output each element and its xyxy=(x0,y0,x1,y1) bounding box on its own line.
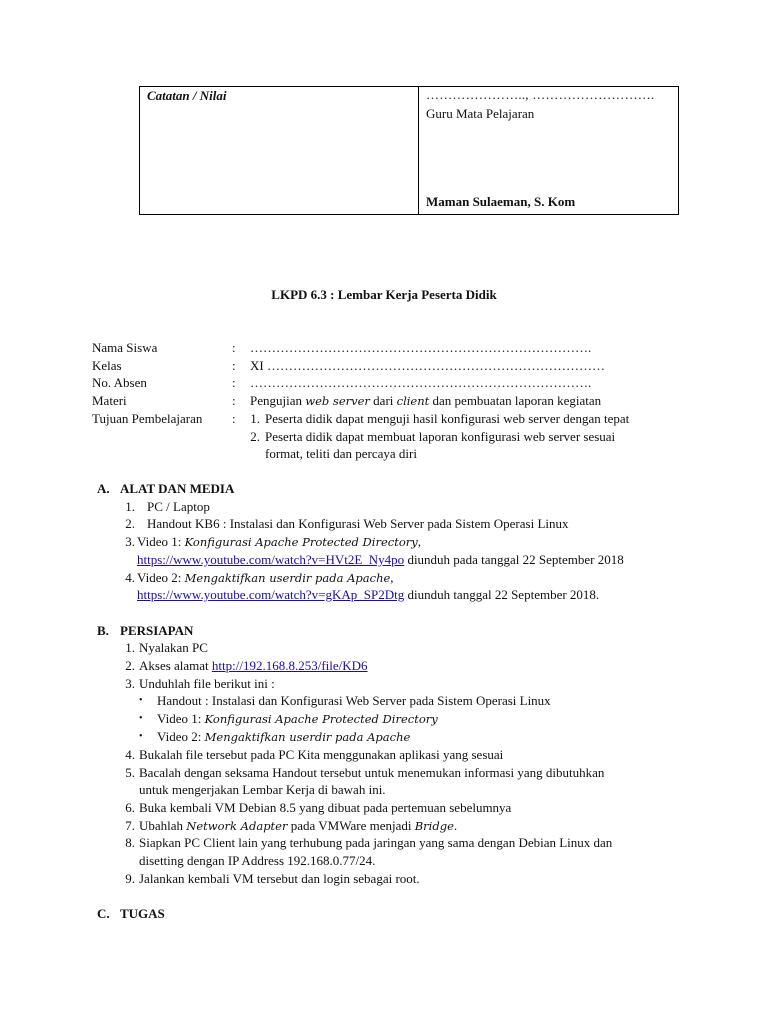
list-item: Ubahlah Network Adapter pada VMWare menjadi Bridge. xyxy=(139,818,458,833)
field-value-kelas: XI …………………………………………………………………… xyxy=(250,358,605,373)
field-colon: : xyxy=(232,358,236,373)
list-item: Bukalah file tersebut pada PC Kita menggunakan aplikasi yang sesuai xyxy=(139,747,504,762)
field-colon: : xyxy=(232,393,236,408)
bullet-item: Video 2: Mengaktifkan userdir pada Apache xyxy=(157,729,411,744)
document-title: LKPD 6.3 : Lembar Kerja Peserta Didik xyxy=(271,287,497,302)
list-item-continuation: untuk mengerjakan Lembar Kerja di bawah ini. xyxy=(139,782,386,797)
list-item: Video 2: Mengaktifkan userdir pada Apache, xyxy=(137,570,394,585)
bullet-glyph: • xyxy=(139,695,143,706)
teacher-name: Maman Sulaeman, S. Kom xyxy=(426,194,576,209)
list-item-continuation: disetting dengan IP Address 192.168.0.77/24. xyxy=(139,853,376,868)
field-label-absen: No. Absen xyxy=(92,375,147,390)
field-value-absen: ……………………………………………………………………. xyxy=(250,375,592,390)
list-item: PC / Laptop xyxy=(147,499,210,514)
field-label-tujuan: Tujuan Pembelajaran xyxy=(92,411,203,426)
list-item: Siapkan PC Client lain yang terhubung pada jaringan yang sama dengan Debian Linux dan xyxy=(139,835,613,850)
field-value-nama: ……………………………………………………………………. xyxy=(250,340,592,355)
tujuan-item-continuation: format, teliti dan percaya diri xyxy=(265,446,417,461)
field-colon: : xyxy=(232,411,236,426)
grade-notes-box xyxy=(139,86,679,215)
list-number: 3. xyxy=(125,534,135,549)
date-placeholder-dots: ………………….., ………………………. xyxy=(426,87,655,102)
list-number: 5. xyxy=(125,765,135,780)
file-server-link[interactable]: http://192.168.8.253/file/KD6 xyxy=(211,658,368,673)
section-a-letter: A. xyxy=(97,481,110,496)
list-number: 7. xyxy=(125,818,135,833)
list-item-continuation: https://www.youtube.com/watch?v=HVt2E_Ny4po diunduh pada tanggal 22 September 2018 xyxy=(137,552,624,567)
section-b-letter: B. xyxy=(97,623,109,638)
field-value-materi: Pengujian web server dari client dan pembuatan laporan kegiatan xyxy=(250,393,602,408)
list-number: 2. xyxy=(125,658,135,673)
list-number: 4. xyxy=(125,747,135,762)
list-item: Nyalakan PC xyxy=(139,640,208,655)
teacher-role: Guru Mata Pelajaran xyxy=(426,106,535,121)
tujuan-item: Peserta didik dapat membuat laporan konfigurasi web server sesuai xyxy=(265,429,616,444)
field-label-materi: Materi xyxy=(92,393,127,408)
field-colon: : xyxy=(232,375,236,390)
section-c-title: TUGAS xyxy=(120,906,165,921)
list-item: Handout KB6 : Instalasi dan Konfigurasi Web Server pada Sistem Operasi Linux xyxy=(147,516,569,531)
tujuan-number: 1. xyxy=(250,411,260,426)
bullet-item: Video 1: Konfigurasi Apache Protected Directory xyxy=(157,711,438,726)
list-item: Jalankan kembali VM tersebut dan login sebagai root. xyxy=(139,871,420,886)
box-divider xyxy=(418,87,419,214)
tujuan-number: 2. xyxy=(250,429,260,444)
section-c-letter: C. xyxy=(97,906,110,921)
list-number: 1. xyxy=(125,499,135,514)
field-label-nama: Nama Siswa xyxy=(92,340,158,355)
bullet-item: Handout : Instalasi dan Konfigurasi Web Server pada Sistem Operasi Linux xyxy=(157,693,551,708)
field-label-kelas: Kelas xyxy=(92,358,122,373)
list-item: Akses alamat http://192.168.8.253/file/KD6 xyxy=(139,658,368,673)
bullet-glyph: • xyxy=(139,713,143,724)
video2-link[interactable]: https://www.youtube.com/watch?v=gKAp_SP2Dtg xyxy=(137,587,405,602)
list-item: Video 1: Konfigurasi Apache Protected Directory, xyxy=(137,534,421,549)
section-b-title: PERSIAPAN xyxy=(120,623,194,638)
list-number: 1. xyxy=(125,640,135,655)
list-item: Buka kembali VM Debian 8.5 yang dibuat pada pertemuan sebelumnya xyxy=(139,800,512,815)
list-item: Unduhlah file berikut ini : xyxy=(139,676,275,691)
list-number: 2. xyxy=(125,516,135,531)
list-item-continuation: https://www.youtube.com/watch?v=gKAp_SP2Dtg diunduh tanggal 22 September 2018. xyxy=(137,587,600,602)
tujuan-item: Peserta didik dapat menguji hasil konfigurasi web server dengan tepat xyxy=(265,411,630,426)
list-number: 3. xyxy=(125,676,135,691)
section-a-title: ALAT DAN MEDIA xyxy=(120,481,235,496)
list-number: 9. xyxy=(125,871,135,886)
list-number: 8. xyxy=(125,835,135,850)
bullet-glyph: • xyxy=(139,731,143,742)
notes-label: Catatan / Nilai xyxy=(147,88,227,103)
list-item: Bacalah dengan seksama Handout tersebut untuk menemukan informasi yang dibutuhkan xyxy=(139,765,605,780)
field-colon: : xyxy=(232,340,236,355)
list-number: 6. xyxy=(125,800,135,815)
video1-link[interactable]: https://www.youtube.com/watch?v=HVt2E_Ny4po xyxy=(137,552,405,567)
list-number: 4. xyxy=(125,570,135,585)
